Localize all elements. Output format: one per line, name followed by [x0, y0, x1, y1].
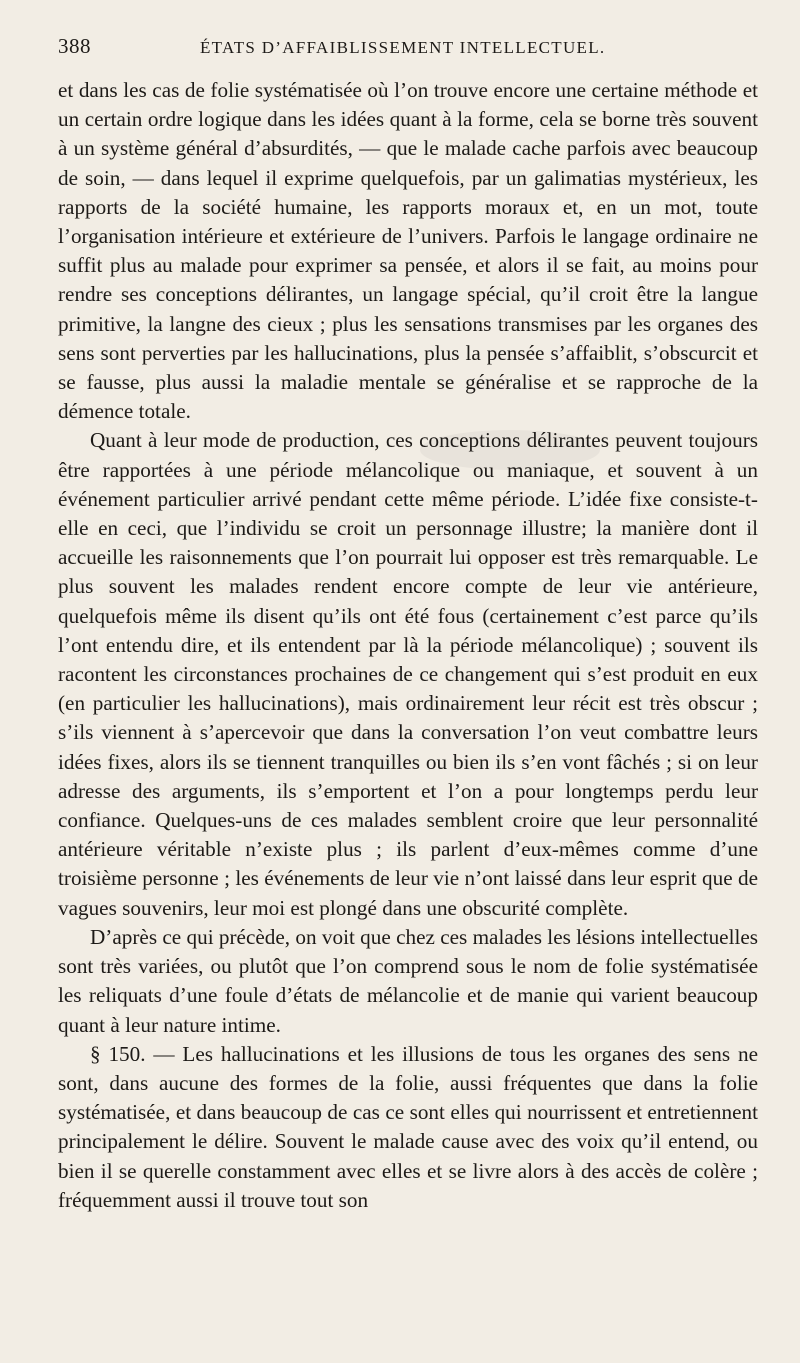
paragraph: D’après ce qui précède, on voit que chez ces malades les lésions intellectuelles sont très variées, ou plutôt que l’on comprend sous le nom de folie systématisée les reliquats d’une foule d’états de mélancolie et de manie qui varient beaucoup quant à leur nature intime. — [58, 924, 758, 1037]
paragraph: Quant à leur mode de production, ces conceptions délirantes peuvent toujours être rapportées à une période mélancolique ou maniaque, et souvent à un événement particulier arrivé pendant cette même période. L’idée fixe consiste-t-elle en ceci, que l’individu se croit un personnage illustre; la manière dont il accueille les raisonnements que l’on pourrait lui opposer est très remarquable. Le plus souvent les malades rendent encore compte de leur vie antérieure, quelquefois même ils disent qu’ils ont été fous (certainement c’est parce qu’ils l’ont entendu dire, et ils entendent par là la période mélancolique) ; souvent ils racontent les circonstances prochaines de ce changement qui s’est produit en eux (en particulier les hallucinations), mais ordinairement leur récit est très obscur ; s’ils viennent à s’apercevoir que dans la conversation l’on veut combattre leurs idées fixes, alors ils se tiennent tranquilles ou bien ils s’en vont fâchés ; si on leur adresse des arguments, ils s’emportent et l’on a pour longtemps perdu leur confiance. Quelques-uns de ces malades semblent croire que leur personnalité antérieure véritable n’existe plus ; ils parlent d’eux-mêmes comme d’une troisième personne ; les événements de leur vie n’ont laissé dans leur esprit que de vagues souvenirs, leur moi est plongé dans une obscurité complète. — [58, 428, 758, 920]
running-title: ÉTATS D’AFFAIBLISSEMENT INTELLECTUEL. — [200, 38, 606, 57]
body-text — [58, 76, 758, 1215]
page-number: 388 — [58, 34, 91, 58]
bleed-through-mark — [420, 430, 600, 470]
paragraph: et dans les cas de folie systématisée où l’on trouve encore une certaine méthode et un certain ordre logique dans les idées quant à la forme, cela se borne très souvent à un système général d’absurdités, — que le malade cache parfois avec beaucoup de soin, — dans lequel il exprime quelquefois, par un galimatias mystérieux, les rapports de la société humaine, les rapports moraux et, en un mot, toute l’organisation intérieure et extérieure de l’univers. Parfois le langage ordinaire ne suffit plus au malade pour exprimer sa pensée, et alors il se fait, au moins pour rendre ses conceptions délirantes, un langage spécial, qu’il croit être la langue primitive, la langne des cieux ; plus les sensations transmises par les organes des sens sont perverties par les hallucinations, plus la pensée s’affaiblit, s’obscurcit et se fausse, plus aussi la maladie mentale se généralise et se rapproche de la démence totale. — [58, 78, 758, 424]
paragraph: § 150. — Les hallucinations et les illusions de tous les organes des sens ne sont, dans aucune des formes de la folie, aussi fréquentes que dans la folie systématisée, et dans beaucoup de cas ce sont elles qui nourrissent et entretiennent principalement le délire. Souvent le malade cause avec des voix qu’il entend, ou bien il se querelle constamment avec elles et se livre alors à des accès de colère ; fréquemment aussi il trouve tout son — [58, 1041, 758, 1212]
page-header — [58, 34, 758, 70]
